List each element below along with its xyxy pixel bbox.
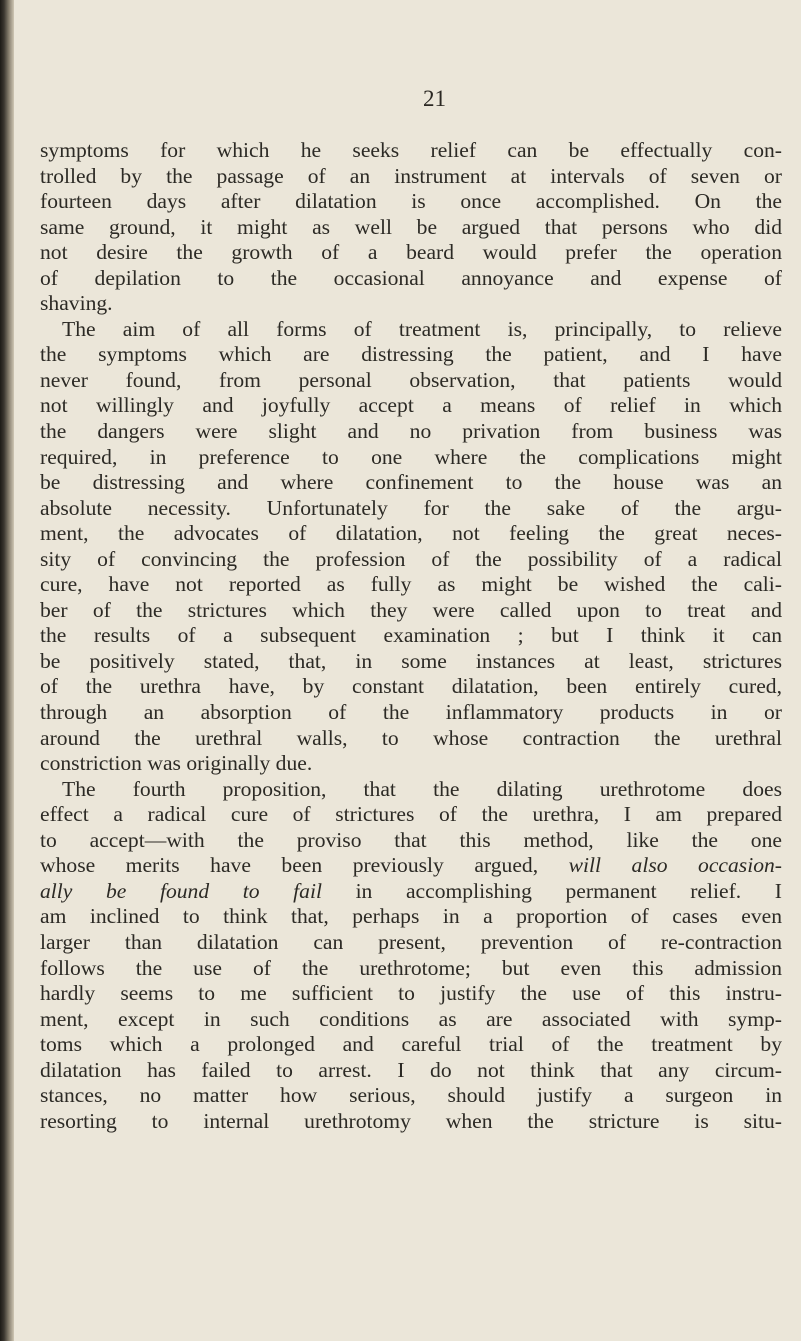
text-line: ber of the strictures which they were called upon to treat and — [40, 597, 782, 622]
text-line: toms which a prolonged and careful trial of the treatment by — [40, 1032, 782, 1057]
text-line: larger than dilatation can present, prevention of re-contraction — [40, 929, 782, 954]
text-line: of depilation to the occasional annoyance and expense of — [40, 265, 782, 290]
text-line: absolute necessity. Unfortunately for the sake of the argu- — [40, 495, 782, 520]
italic-phrase: ally be found to fail — [40, 878, 322, 903]
text-segment: in accomplishing permanent relief. I — [355, 878, 782, 903]
text-line: dilatation has failed to arrest. I do not think that any circum- — [40, 1057, 782, 1082]
text-line: ment, the advocates of dilatation, not feeling the great neces- — [40, 521, 782, 546]
text-line: symptoms for which he seeks relief can be effectually con- — [40, 138, 782, 162]
text-line: the symptoms which are distressing the patient, and I have — [40, 342, 782, 367]
paragraph-start-line: The aim of all forms of treatment is, principally, to relieve — [62, 316, 782, 341]
page-number: 21 — [423, 86, 446, 111]
paragraph-start-line: The fourth proposition, that the dilating urethrotome does — [62, 776, 782, 801]
text-line: ment, except in such conditions as are associated with symp- — [40, 1006, 782, 1031]
text-line: am inclined to think that, perhaps in a proportion of cases even — [40, 904, 782, 929]
text-line: through an absorption of the inflammatory products in or — [40, 700, 782, 725]
text-line: of the urethra have, by constant dilatation, been entirely cured, — [40, 674, 782, 699]
page-binding-edge — [0, 0, 14, 1341]
text-line: follows the use of the urethrotome; but even this admission — [40, 955, 782, 980]
text-line: trolled by the passage of an instrument at intervals of seven or — [40, 163, 782, 188]
text-line: shaving. — [40, 291, 113, 316]
text-line: the dangers were slight and no privation from business was — [40, 419, 782, 444]
text-line: hardly seems to me sufficient to justify the use of this instru- — [40, 981, 782, 1006]
text-line: cure, have not reported as fully as might be wished the cali- — [40, 572, 782, 597]
italic-phrase: will also occasion- — [568, 853, 782, 878]
text-line: be distressing and where confinement to the house was an — [40, 470, 782, 495]
text-line: the results of a subsequent examination ; but I think it can — [40, 623, 782, 648]
text-line-with-italic — [40, 853, 782, 879]
text-line: stances, no matter how serious, should justify a surgeon in — [40, 1083, 782, 1108]
text-line: required, in preference to one where the complications might — [40, 444, 782, 469]
text-segment: whose merits have been previously argued, — [40, 853, 569, 878]
text-line-with-italic — [40, 879, 782, 905]
text-line: not desire the growth of a beard would prefer the operation — [40, 240, 782, 265]
text-line: effect a radical cure of strictures of the urethra, I am prepared — [40, 802, 782, 827]
body-text — [40, 138, 782, 1134]
text-line: to accept—with the proviso that this method, like the one — [40, 827, 782, 852]
text-line: never found, from personal observation, that patients would — [40, 367, 782, 392]
text-line: fourteen days after dilatation is once accomplished. On the — [40, 189, 782, 214]
text-line: sity of convincing the profession of the possibility of a radical — [40, 546, 782, 571]
text-line: same ground, it might as well be argued that persons who did — [40, 214, 782, 239]
text-line: around the urethral walls, to whose contraction the urethral — [40, 725, 782, 750]
text-line: be positively stated, that, in some instances at least, strictures — [40, 648, 782, 673]
text-line: not willingly and joyfully accept a means of relief in which — [40, 393, 782, 418]
text-line: resorting to internal urethrotomy when the stricture is situ- — [40, 1108, 782, 1133]
text-line: constriction was originally due. — [40, 751, 313, 776]
